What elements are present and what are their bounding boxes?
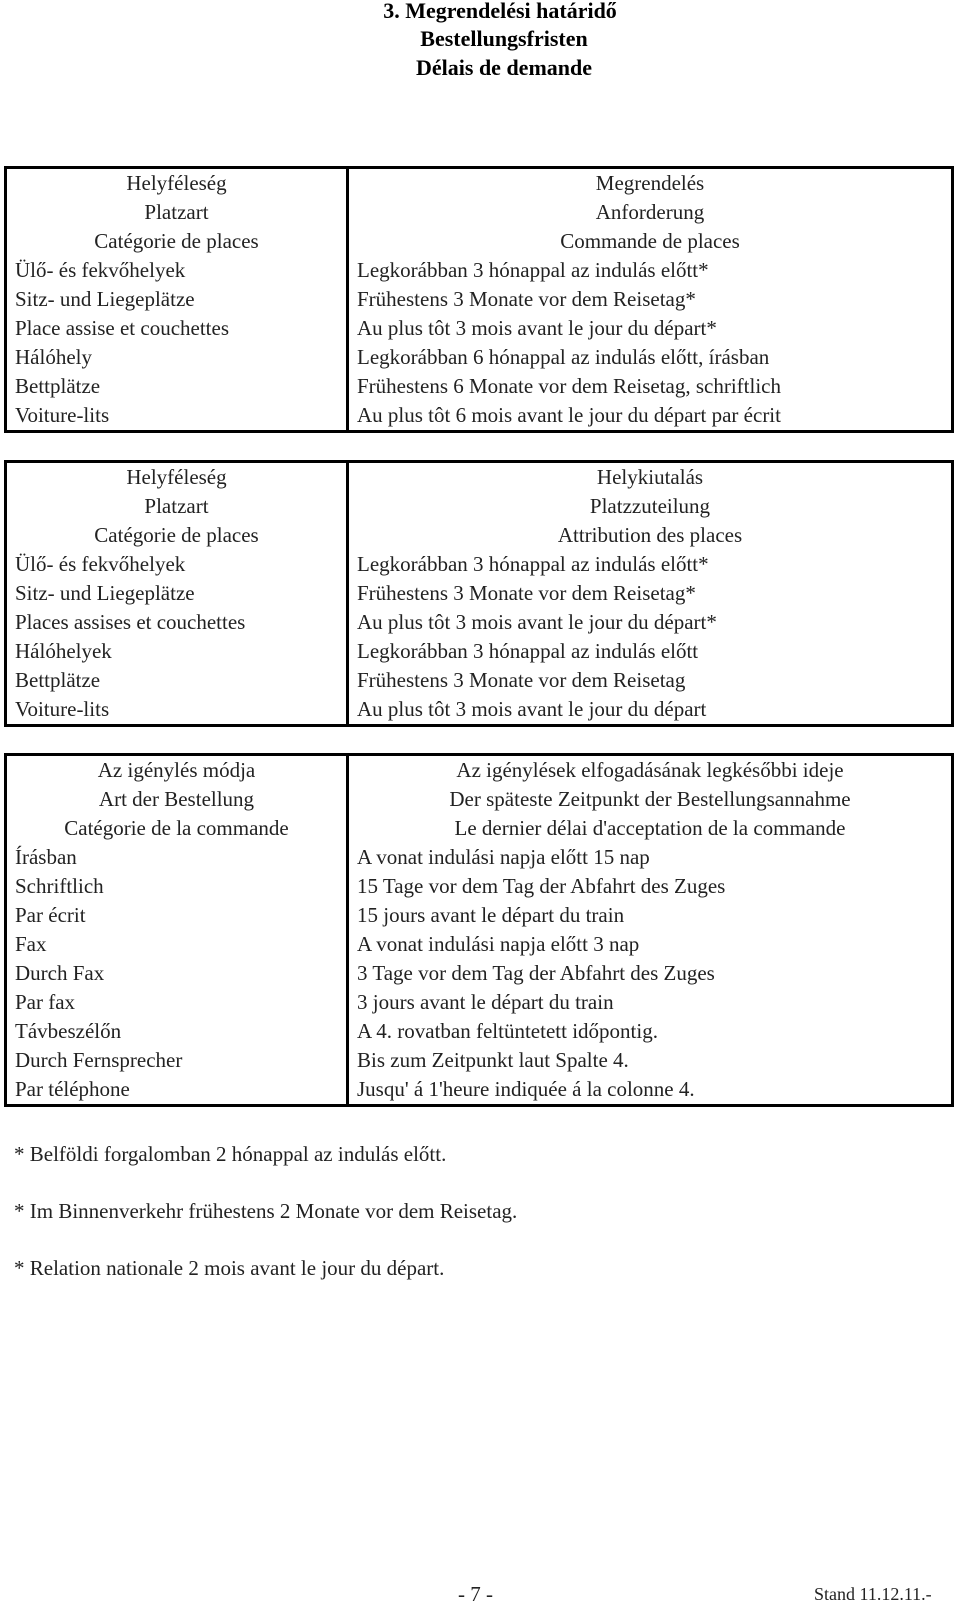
- footnote-german: * Im Binnenverkehr frühestens 2 Monate vor dem Reisetag.: [14, 1199, 518, 1223]
- cell-line: Par téléphone: [15, 1077, 130, 1101]
- cell-line: Sitz- und Liegeplätze: [15, 287, 195, 311]
- cell-line: Legkorábban 3 hónappal az indulás előtt: [357, 639, 699, 663]
- cell-line: A vonat indulási napja előtt 3 nap: [357, 932, 640, 956]
- column-heading: Der späteste Zeitpunkt der Bestellungsannahme: [449, 787, 851, 811]
- column-heading: Anforderung: [595, 200, 705, 224]
- column-heading: Catégorie de places: [94, 229, 259, 253]
- cell-line: Ülő- és fekvőhelyek: [15, 552, 186, 576]
- seat-type-cell: [6, 462, 348, 726]
- cell-line: Legkorábban 6 hónappal az indulás előtt, írásban: [357, 345, 770, 369]
- cell-line: Hálóhelyek: [15, 639, 112, 663]
- table-row: [6, 168, 953, 432]
- cell-line: Bettplätze: [15, 668, 101, 692]
- allocation-time-cell: [348, 462, 953, 726]
- column-heading: Platzzuteilung: [589, 494, 711, 518]
- cell-line: Places assises et couchettes: [15, 610, 246, 634]
- cell-line: Frühestens 3 Monate vor dem Reisetag*: [357, 581, 696, 605]
- page-number: - 7 -: [458, 1582, 493, 1606]
- cell-line: Au plus tôt 3 mois avant le jour du départ: [357, 697, 707, 721]
- cell-line: Bis zum Zeitpunkt laut Spalte 4.: [357, 1048, 629, 1072]
- cell-line: Voiture-lits: [15, 697, 110, 721]
- title-hungarian: 3. Megrendelési határidő: [383, 0, 617, 23]
- cell-line: Schriftlich: [15, 874, 104, 898]
- cell-line: Frühestens 6 Monate vor dem Reisetag, schriftlich: [357, 374, 781, 398]
- cell-line: 15 Tage vor dem Tag der Abfahrt des Zuges: [357, 874, 726, 898]
- column-heading: Az igénylések elfogadásának legkésőbbi ideje: [456, 758, 844, 782]
- column-heading: Catégorie de places: [94, 523, 259, 547]
- column-heading: Az igénylés módja: [97, 758, 256, 782]
- column-heading: Platzart: [144, 494, 209, 518]
- table-row: [6, 755, 953, 1106]
- deadline-cell: [348, 755, 953, 1106]
- request-method-cell: [6, 755, 348, 1106]
- cell-line: Frühestens 3 Monate vor dem Reisetag: [357, 668, 686, 692]
- cell-line: Durch Fernsprecher: [15, 1048, 183, 1072]
- request-method-table: [4, 753, 954, 1107]
- column-heading: Le dernier délai d'acceptation de la commande: [454, 816, 846, 840]
- title-german: Bestellungsfristen: [420, 26, 588, 51]
- cell-line: Sitz- und Liegeplätze: [15, 581, 195, 605]
- table-row: [6, 462, 953, 726]
- cell-line: Au plus tôt 6 mois avant le jour du départ par écrit: [357, 403, 781, 427]
- column-heading: Helykiutalás: [596, 465, 704, 489]
- cell-line: Legkorábban 3 hónappal az indulás előtt*: [357, 258, 709, 282]
- seat-type-cell: [6, 168, 348, 432]
- revision-stamp: Stand 11.12.11.-: [814, 1584, 932, 1604]
- cell-line: Voiture-lits: [15, 403, 110, 427]
- column-heading: Platzart: [144, 200, 209, 224]
- cell-line: Ülő- és fekvőhelyek: [15, 258, 186, 282]
- cell-line: Távbeszélőn: [15, 1019, 122, 1043]
- cell-line: Jusqu' á 1'heure indiquée á la colonne 4.: [357, 1077, 695, 1101]
- column-heading: Catégorie de la commande: [64, 816, 289, 840]
- cell-line: A vonat indulási napja előtt 15 nap: [357, 845, 650, 869]
- column-heading: Art der Bestellung: [98, 787, 255, 811]
- cell-line: Au plus tôt 3 mois avant le jour du départ*: [357, 316, 717, 340]
- title-french: Délais de demande: [416, 55, 592, 80]
- cell-line: A 4. rovatban feltüntetett időpontig.: [357, 1019, 658, 1043]
- cell-line: Au plus tôt 3 mois avant le jour du départ*: [357, 610, 717, 634]
- cell-line: 3 jours avant le départ du train: [357, 990, 614, 1014]
- cell-line: Hálóhely: [15, 345, 92, 369]
- column-heading: Helyféleség: [126, 465, 227, 489]
- column-heading: Helyféleség: [126, 171, 227, 195]
- order-time-cell: [348, 168, 953, 432]
- column-heading: Attribution des places: [557, 523, 743, 547]
- footnote-french: * Relation nationale 2 mois avant le jour du départ.: [14, 1256, 445, 1280]
- footnote-hungarian: * Belföldi forgalomban 2 hónappal az indulás előtt.: [14, 1142, 447, 1166]
- cell-line: Par fax: [15, 990, 76, 1014]
- cell-line: Fax: [15, 932, 47, 956]
- cell-line: Place assise et couchettes: [15, 316, 229, 340]
- cell-line: 15 jours avant le départ du train: [357, 903, 625, 927]
- column-heading: Commande de places: [560, 229, 740, 253]
- ordering-table: [4, 166, 954, 433]
- cell-line: 3 Tage vor dem Tag der Abfahrt des Zuges: [357, 961, 715, 985]
- cell-line: Legkorábban 3 hónappal az indulás előtt*: [357, 552, 709, 576]
- column-heading: Megrendelés: [595, 171, 705, 195]
- cell-line: Durch Fax: [15, 961, 105, 985]
- cell-line: Írásban: [15, 845, 77, 869]
- cell-line: Par écrit: [15, 903, 86, 927]
- cell-line: Frühestens 3 Monate vor dem Reisetag*: [357, 287, 696, 311]
- allocation-table: [4, 460, 954, 727]
- cell-line: Bettplätze: [15, 374, 101, 398]
